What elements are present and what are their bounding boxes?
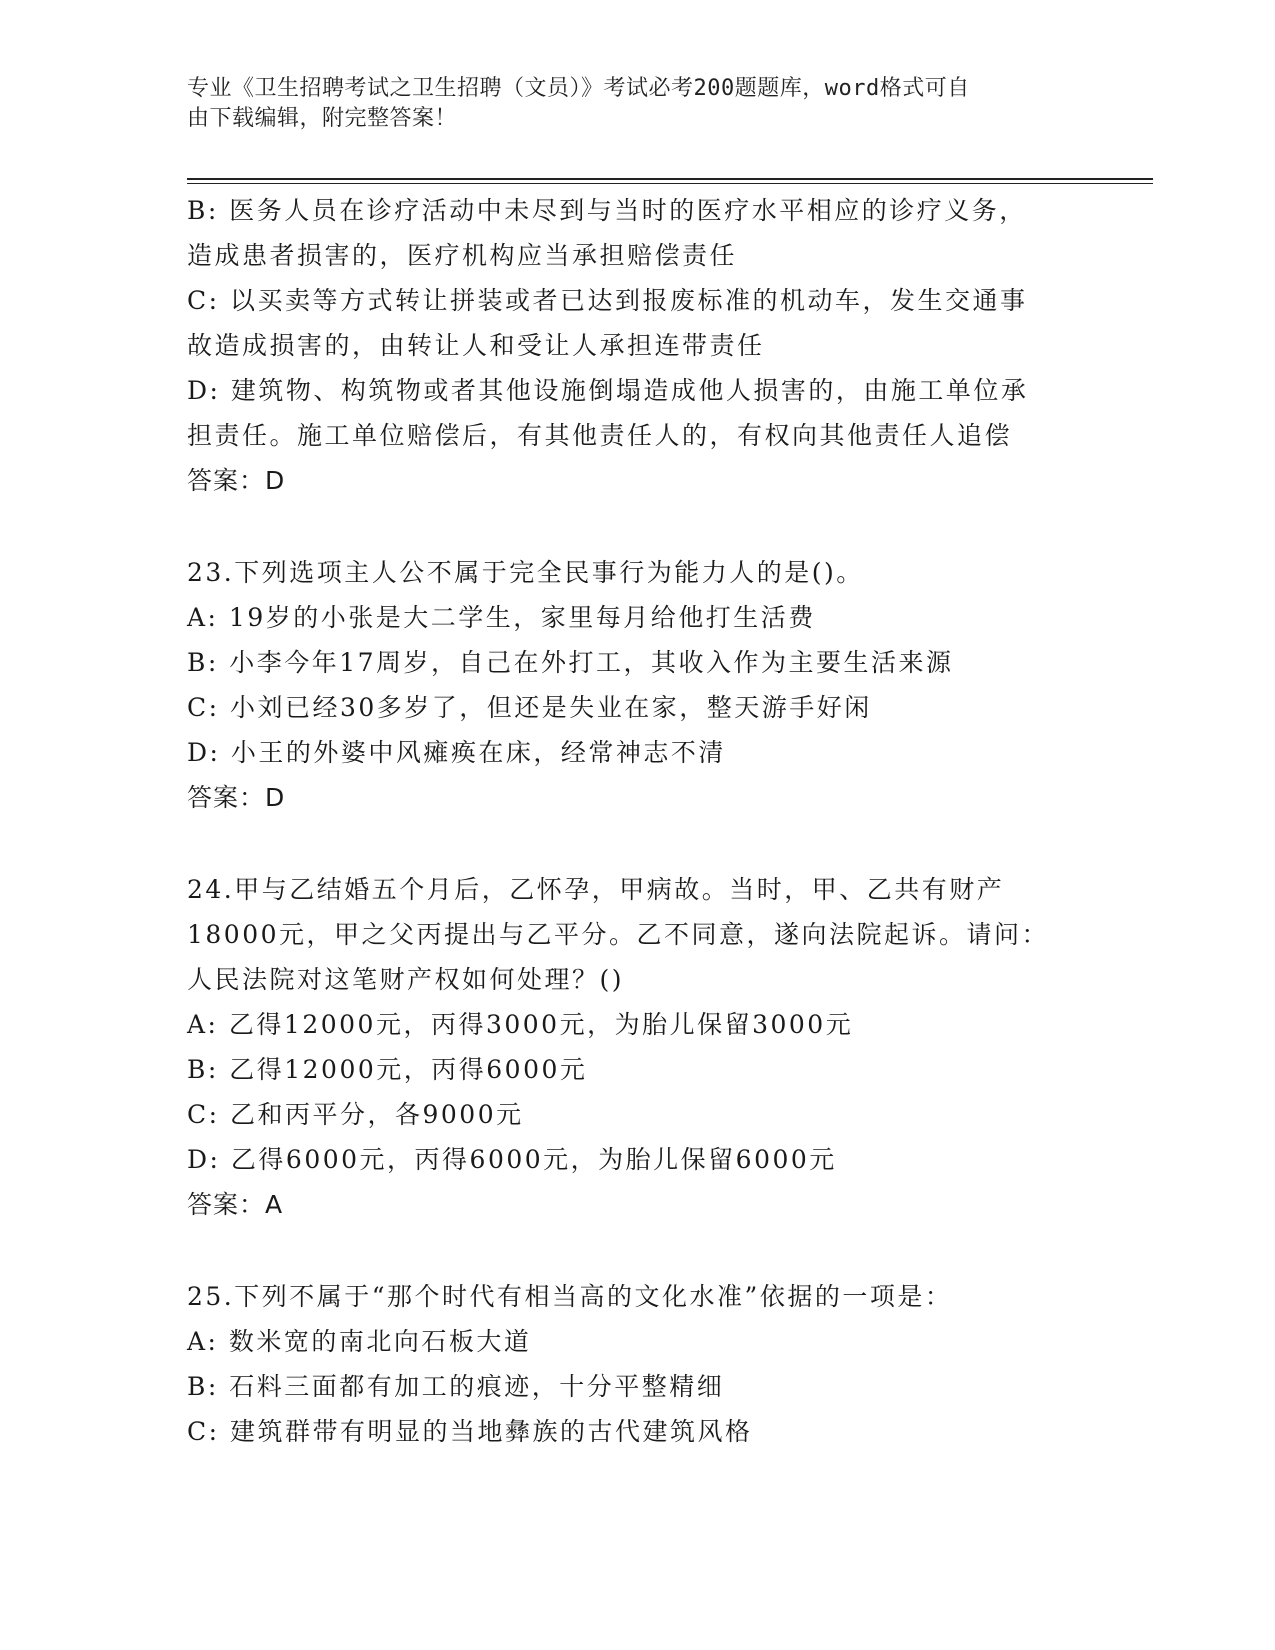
spacer [187,820,1087,867]
answer-line: 答案：D [187,783,286,812]
option-b: B: 石料三面都有加工的痕迹，十分平整精细 [187,1372,725,1401]
header-divider-thin [187,183,1153,184]
question-stem: 人民法院对这笔财产权如何处理？() [187,965,625,994]
document-header [187,74,1067,134]
answer-line: 答案：A [187,1190,284,1219]
header-line-2: 由下载编辑，附完整答案！ [187,106,458,131]
question-24 [187,867,1087,1227]
question-stem: 24.甲与乙结婚五个月后，乙怀孕，甲病故。当时，甲、乙共有财产 [187,875,1005,904]
option-a: A: 数米宽的南北向石板大道 [187,1327,532,1356]
option-a: A: 19岁的小张是大二学生，家里每月给他打生活费 [187,603,816,632]
option-line: 造成患者损害的，医疗机构应当承担赔偿责任 [187,241,738,270]
question-22-continuation [187,188,1087,503]
option-line: 担责任。施工单位赔偿后，有其他责任人的，有权向其他责任人追偿 [187,421,1013,450]
spacer [187,503,1087,550]
question-25 [187,1274,1087,1454]
option-line: 故造成损害的，由转让人和受让人承担连带责任 [187,331,765,360]
option-b: B: 乙得12000元，丙得6000元 [187,1055,588,1084]
header-line-1: 专业《卫生招聘考试之卫生招聘（文员）》考试必考200题题库，word格式可自 [187,76,970,101]
option-line: C: 以买卖等方式转让拼装或者已达到报废标准的机动车，发生交通事 [187,286,1028,315]
option-c: C: 小刘已经30多岁了，但还是失业在家，整天游手好闲 [187,693,872,722]
option-a: A: 乙得12000元，丙得3000元，为胎儿保留3000元 [187,1010,854,1039]
question-23 [187,550,1087,820]
question-stem: 25.下列不属于“那个时代有相当高的文化水准”依据的一项是： [187,1282,953,1311]
option-c: C: 建筑群带有明显的当地彝族的古代建筑风格 [187,1417,753,1446]
answer-line: 答案：D [187,466,286,495]
spacer [187,1227,1087,1274]
option-b: B: 小李今年17周岁，自己在外打工，其收入作为主要生活来源 [187,648,954,677]
option-c: C: 乙和丙平分，各9000元 [187,1100,524,1129]
question-stem: 18000元，甲之父丙提出与乙平分。乙不同意，遂向法院起诉。请问： [187,920,1050,949]
document-body [187,188,1087,1454]
question-stem: 23.下列选项主人公不属于完全民事行为能力人的是()。 [187,558,864,587]
option-line: D: 建筑物、构筑物或者其他设施倒塌造成他人损害的，由施工单位承 [187,376,1029,405]
option-line: B: 医务人员在诊疗活动中未尽到与当时的医疗水平相应的诊疗义务， [187,196,1027,225]
option-d: D: 小王的外婆中风瘫痪在床，经常神志不清 [187,738,726,767]
header-divider-thick [187,178,1153,180]
option-d: D: 乙得6000元，丙得6000元，为胎儿保留6000元 [187,1145,837,1174]
